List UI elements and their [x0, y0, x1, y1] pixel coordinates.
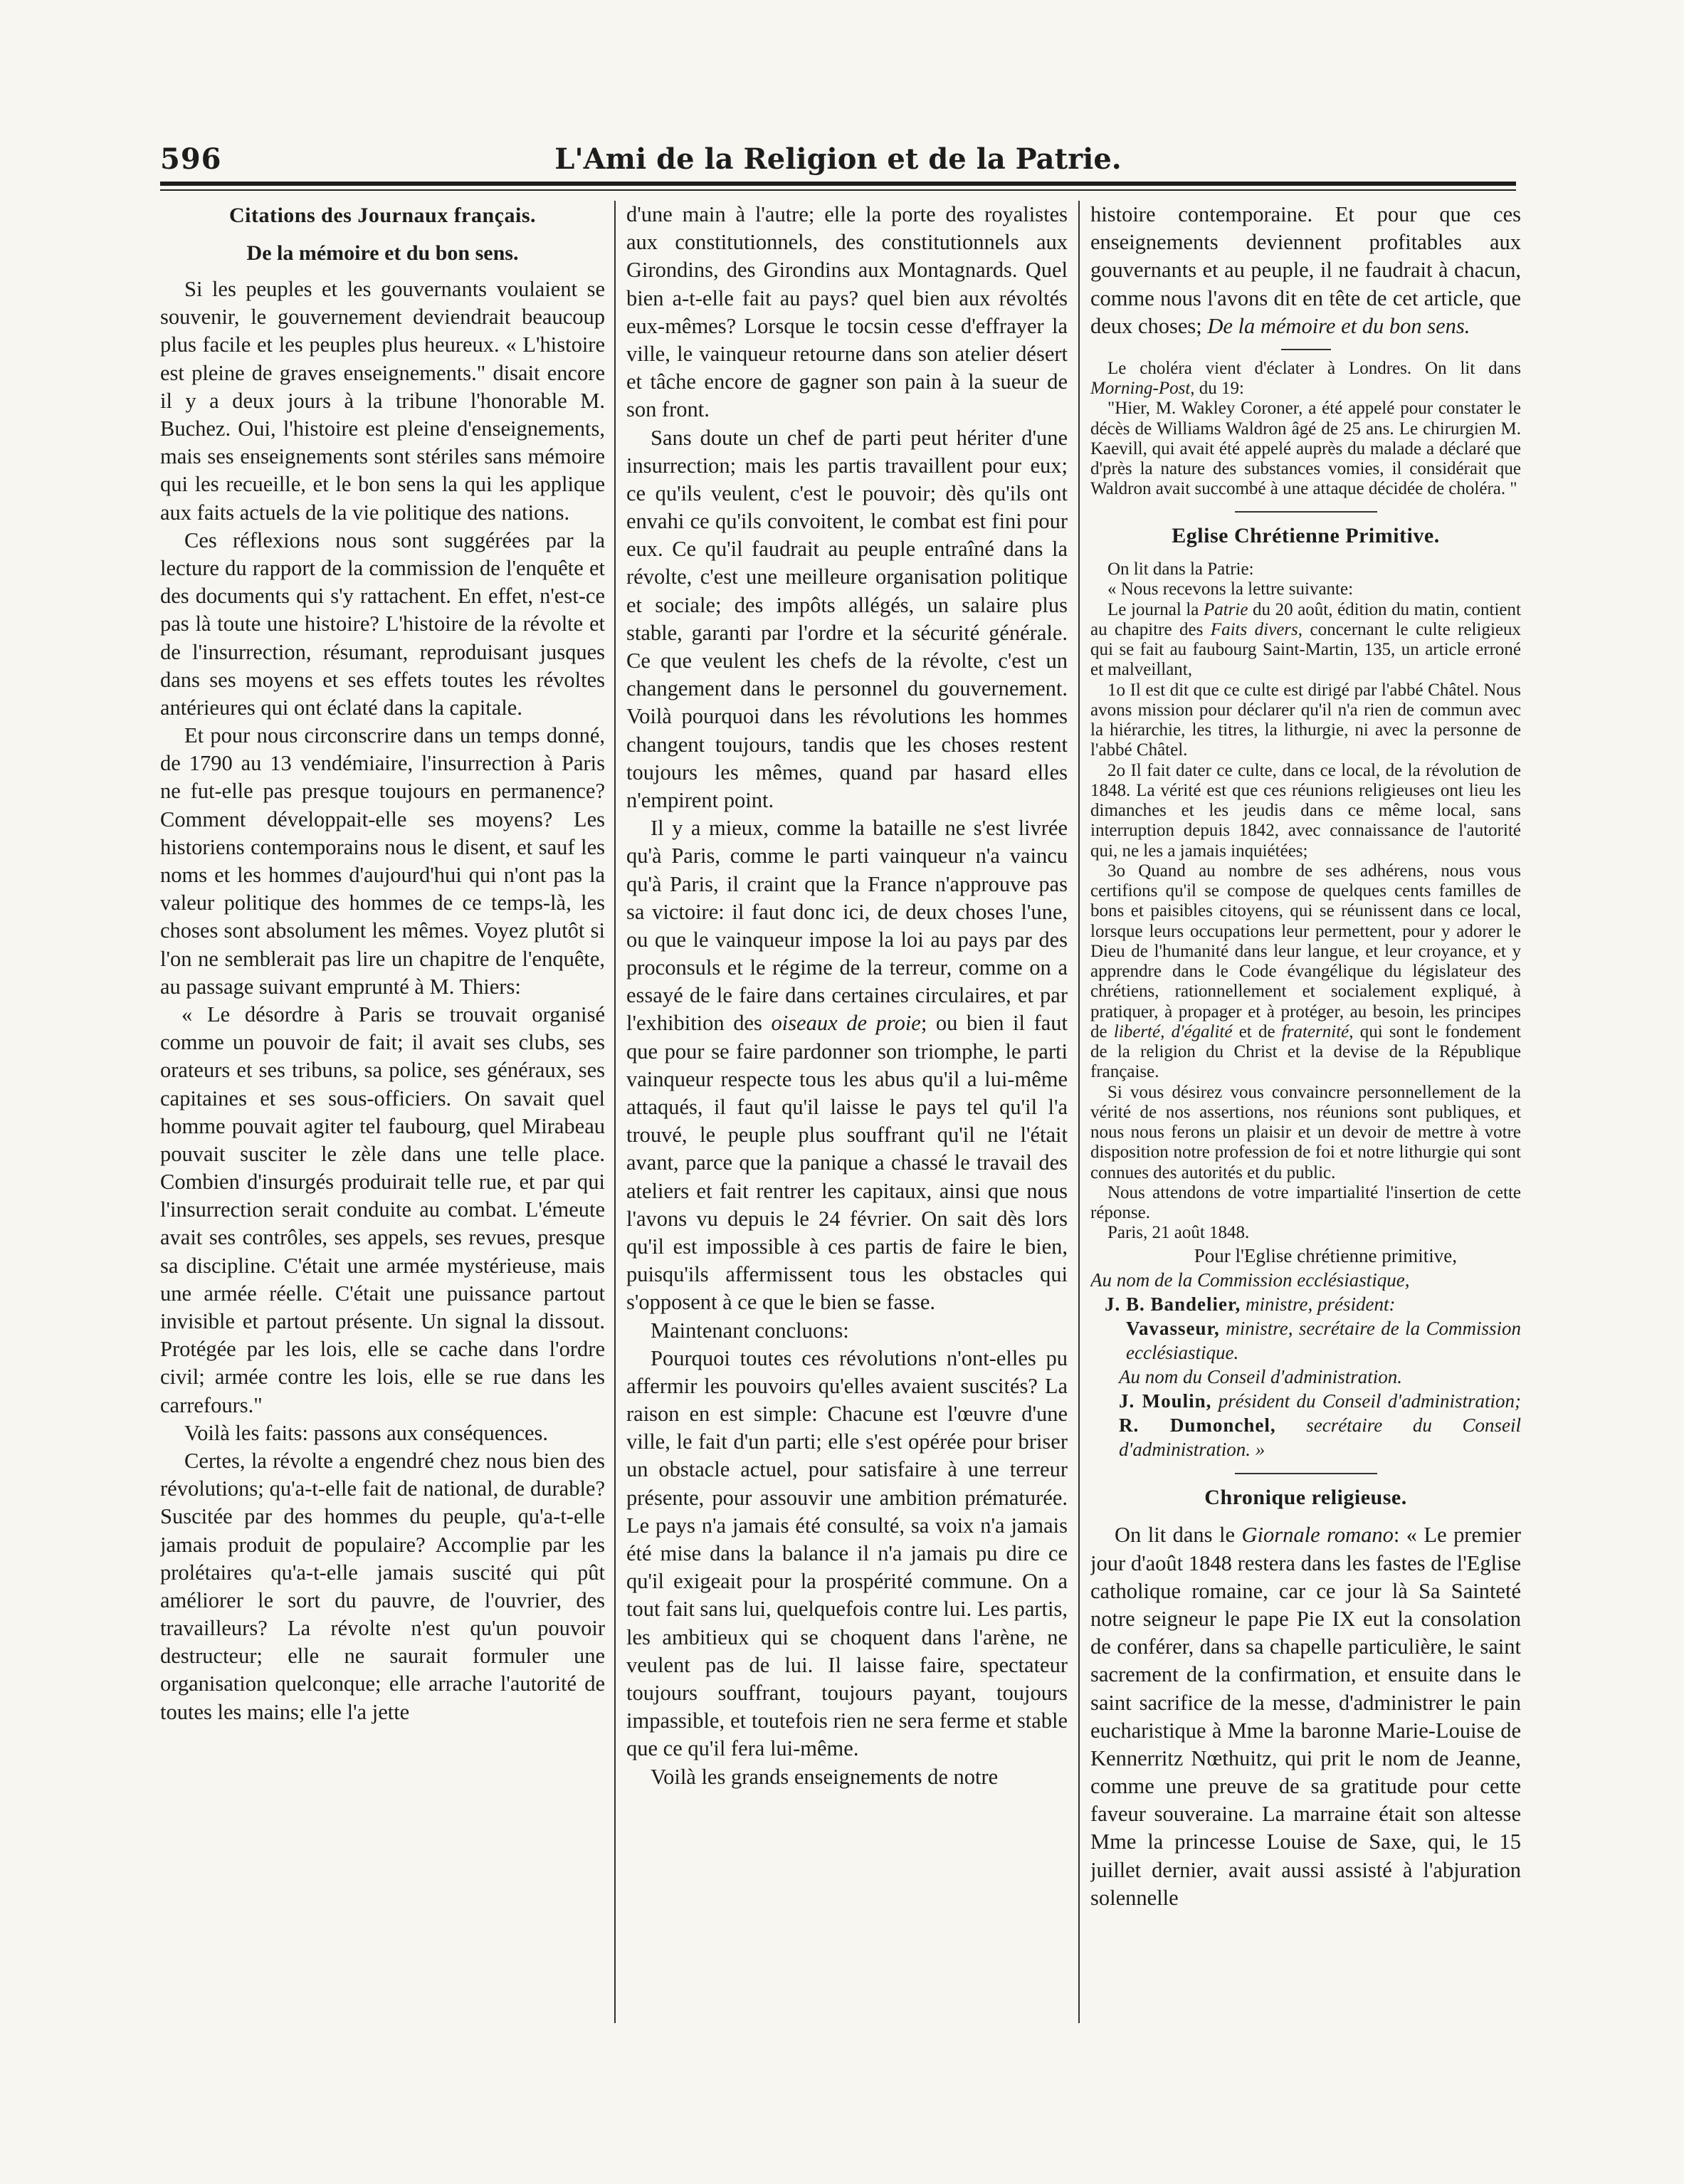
italic-text: oiseaux de proie: [771, 1011, 921, 1036]
text-run: Le choléra vient d'éclater à Londres. On lit dans: [1107, 358, 1521, 378]
signature-line: [1090, 1316, 1521, 1365]
paragraph: [1090, 1521, 1521, 1912]
section-title: Eglise Chrétienne Primitive.: [1172, 523, 1440, 547]
italic-text: Patrie: [1203, 599, 1248, 619]
page-number: 596: [160, 142, 222, 176]
subsection-title: De la mémoire et du bon sens.: [246, 241, 519, 265]
text-run: : « Le premier jour d'août 1848 restera dans les fastes de l'Eglise catholique romaine, car ce jour là Sa Sainteté notre seigneur le pape Pie IX eut la consolation de conférer, dans sa chapelle particulière, le saint sacrement de la confirmation, et ensuite dans le saint sacrifice de la messe, d'administrer le pain eucharistique à Mme la baronne Marie-Louise de Kennerritz Nœthuitz, qui prit le nom de Jeanne, comme une preuve de sa gratitude pour cette faveur souveraine. La marraine était son altesse Mme la princesse Louise de Saxe, qui, le 15 juillet dernier, avait aussi assisté à l'abjuration solennelle: [1090, 1523, 1521, 1910]
signatory-role: ministre, président:: [1241, 1293, 1396, 1315]
italic-text: liberté, d'égalité: [1113, 1022, 1233, 1041]
text-run: histoire contemporaine. Et pour que ces enseignements deviennent profitables aux gouvernants et au peuple, il ne faudrait à chacun, comme nous l'avons dit en tête de cet article, que deux choses;: [1090, 202, 1521, 338]
paragraph: [1090, 600, 1521, 681]
header-rule-thin: [160, 189, 1516, 191]
paragraph: Sans doute un chef de parti peut hériter d'une insurrection; mais les partis travaillent pour eux; ce qu'ils veulent, c'est le pouvoir; dès qu'ils ont envahi ce qu'ils convoitent, le combat est fini pour eux. Ce qu'il faudrait au peuple entraîné dans la révolte, c'est une meilleure organisation politique et sociale; des impôts allégés, un salaire plus stable, garanti par l'ordre et la sécurité générale. Ce que veulent les chefs de la révolte, c'est un changement dans le personnel du gouvernement. Voilà pourquoi dans les révolutions les hommes changent toujours, tandis que les choses restent toujours les mêmes, quand par hasard elles n'empirent point.: [626, 425, 1068, 812]
paragraph: [1090, 861, 1521, 1083]
signature-line: Pour l'Eglise chrétienne primitive,: [1194, 1244, 1457, 1266]
paragraph: On lit dans la Patrie:: [1107, 560, 1254, 579]
paragraph: Si les peuples et les gouvernants voulaient se souvenir, le gouvernement deviendrait beaucoup plus facile et les peuples plus heureux. « L'histoire est pleine de graves enseignements." disait encore il y a deux jours à la tribune l'honorable M. Buchez. Oui, l'histoire est pleine d'enseignements, mais ses enseignements sont stériles sans mémoire qui les recueille, et le bon sens la qui les applique aux faits actuels de la vie politique des nations.: [160, 277, 605, 525]
text-run: ; ou bien il faut que pour se faire pardonner son triomphe, le parti vainqueur respecte tous les abus qu'il a lui-même attaqués, il faut qu'il laisse le pays tel qu'il l'a trouvé, le peuple plus souffrant qu'il ne l'était avant, parce que la panique a chassé le travail des ateliers et fait rentrer les capitaux, ainsi que nous l'avons vu depuis le 24 février. On sait dès lors qu'il est impossible à ces partis de faire le bien, puisqu'ils affermissent tous les obstacles qui s'opposent à ce que le bien se fasse.: [626, 1011, 1068, 1315]
section-title: Citations des Journaux français.: [228, 204, 537, 227]
italic-text: Morning-Post: [1090, 379, 1191, 399]
column-divider: [614, 201, 616, 2023]
italic-text: Giornale romano: [1241, 1523, 1394, 1548]
signature-line: Au nom du Conseil d'administration.: [1119, 1365, 1403, 1387]
separator-rule: [1235, 1473, 1377, 1474]
signature-line: Au nom de la Commission ecclésiastique,: [1090, 1269, 1410, 1291]
text-run: , du 19:: [1190, 379, 1244, 399]
text-run: et de: [1232, 1022, 1282, 1041]
column-divider: [1078, 201, 1080, 2023]
running-title: L'Ami de la Religion et de la Patrie.: [554, 142, 1122, 176]
text-run: On lit dans le: [1115, 1523, 1242, 1548]
signatory-role: secrétaire du Conseil d'administration. »: [1119, 1414, 1521, 1460]
paragraph: Pourquoi toutes ces révolutions n'ont-elles pu affermir les pouvoirs qu'elles avaient suscités? La raison en est simple: Chacune est l'œuvre d'une ville, le fait d'un parti; elle s'est opérée pour briser un obstacle actuel, pour satisfaire à une terreur présente, pour assouvir une ambition prématurée. Le pays n'a jamais été consulté, sa voix n'a jamais été mise dans la balance il n'a jamais pu dire ce qu'il exigeait pour la prospérité commune. On a tout fait sans lui, quelquefois contre lui. Les partis, les ambitieux qui se choquent dans l'arène, ne veulent pas de lui. Il laisse faire, spectateur toujours souffrant, toujours payant, toujours impassible, et toutefois rien ne sera ferme et stable que ce qu'il fera lui-même.: [626, 1345, 1068, 1761]
text-run: , concernant le culte religieux qui se fait au faubourg Saint-Martin, 135, un article erroné et malveillant,: [1090, 619, 1521, 680]
dateline: Paris, 21 août 1848.: [1107, 1223, 1250, 1243]
column-1: [160, 201, 605, 2044]
paragraph: « Nous recevons la lettre suivante:: [1107, 579, 1354, 599]
italic-text: Faits divers: [1210, 619, 1298, 639]
paragraph: 1o Il est dit que ce culte est dirigé par l'abbé Châtel. Nous avons mission pour déclarer qu'il n'a rien de commun avec la hiérarchie, les titres, la lithurgie, ni avec la personne de l'abbé Châtel.: [1090, 680, 1521, 760]
eglise-letter: [1090, 560, 1521, 1244]
italic-text: fraternité: [1281, 1022, 1349, 1041]
paragraph: Ces réflexions nous sont suggérées par la lecture du rapport de la commission de l'enquête et des documents qui s'y rattachent. En effet, n'est-ce pas là toute une histoire? L'histoire de la révolte et de l'insurrection, résumant, reproduisant jusques dans ses moyens et ses effets toutes les révoltes antérieures qui ont éclaté dans la capitale.: [160, 527, 605, 720]
paragraph: Nous attendons de votre impartialité l'insertion de cette réponse.: [1090, 1182, 1521, 1223]
signatory-role: président du Conseil d'administration;: [1211, 1390, 1521, 1412]
cholera-item: [1090, 359, 1521, 500]
header-rule: [160, 182, 1516, 186]
signature-line: [1090, 1389, 1521, 1461]
signatory-role: ministre, secrétaire de la Commission ecclésiastique.: [1126, 1317, 1521, 1363]
paragraph: 2o Il fait dater ce culte, dans ce local, de la révolution de 1848. La vérité est que ces réunions religieuses ont lieu les dimanches et les jeudis dans ce même local, sans interruption depuis 1842, avec connaissance de l'autorité qui, ne les a jamais inquiétées;: [1090, 760, 1521, 861]
separator-rule: [1235, 511, 1377, 513]
column-2: [626, 201, 1068, 2044]
text-run: , qui sont le fondement de la religion du Christ et la devise de la République française.: [1090, 1022, 1521, 1082]
paragraph: Voilà les faits: passons aux conséquences.: [184, 1420, 549, 1445]
text-run: Il y a mieux, comme la bataille ne s'est livrée qu'à Paris, comme le parti vainqueur n'a vaincu qu'à Paris, il craint que la France n'approuve pas sa victoire: il faut donc ici, de deux choses l'une, ou que le vainqueur impose la loi au pays par des proconsuls et le régime de la terreur, comme on a essayé de le faire dans certaines circulaires, et par l'exhibition des: [626, 816, 1068, 1036]
signatory-name: R. Dumonchel,: [1119, 1414, 1276, 1436]
separator-rule: [1281, 349, 1331, 350]
text-run: Le journal la: [1107, 599, 1204, 619]
page-header: [160, 142, 1516, 182]
paragraph: d'une main à l'autre; elle la porte des royalistes aux constitutionnels, des constitutionnels aux Girondins, des Girondins aux Montagnards. Quel bien a-t-elle fait au pays? quel bien aux révoltés eux-mêmes? Lorsque le tocsin cesse d'effrayer la ville, le vainqueur retourne dans son atelier désert et tâche encore de gagner son pain à la sueur de son front.: [626, 202, 1068, 422]
paragraph: [626, 814, 1068, 1316]
paragraph: Voilà les grands enseignements de notre: [651, 1764, 999, 1789]
signatory-name: J. Moulin,: [1119, 1390, 1212, 1412]
paragraph: Si vous désirez vous convaincre personnellement de la vérité de nos assertions, nos réunions sont publiques, et nous nous ferons un plaisir et un devoir de mettre à votre disposition notre profession de foi et notre lithurgie qui sont connues des autorités et du public.: [1090, 1082, 1521, 1182]
text-run: du 20 août, édition du matin, contient au chapitre des: [1090, 599, 1521, 639]
paragraph: Maintenant concluons:: [651, 1318, 849, 1343]
quotation-paragraph: "Hier, M. Wakley Coroner, a été appelé pour constater le décès de Williams Waldron âgé de 25 ans. Le chirurgien M. Kaevill, qui avait été appelé auprès du malade a déclaré que d'près la nature des substances vomies, il considérait que Waldron avait succombé à une attaque décidée de choléra. ": [1090, 399, 1521, 499]
paragraph: Et pour nous circonscrire dans un temps donné, de 1790 au 13 vendémiaire, l'insurrection à Paris ne fut-elle pas presque toujours en permanence? Comment développait-elle ses moyens? Les historiens contemporains nous le disent, et sauf les noms et les hommes d'aujourd'hui qui n'ont pas la valeur politique des hommes de ce temps-là, les choses sont absolument les mêmes. Voyez plutôt si l'on ne semblerait pas lire un chapitre de l'enquête, au passage suivant emprunté à M. Thiers:: [160, 723, 605, 999]
signature-line: [1090, 1292, 1521, 1316]
paragraph: Certes, la révolte a engendré chez nous bien des révolutions; qu'a-t-elle fait de national, de durable? Suscitée par des hommes du peuple, qu'a-t-elle jamais produit de populaire? Accomplie par les prolétaires qu'a-t-elle jamais suscité qui pût améliorer le sort du pauvre, de l'ouvrier, des travailleurs? La révolte n'est qu'un pouvoir destructeur; elle ne saurait formuler une organisation quelconque; elle arrache l'autorité de toutes les mains; elle l'a jette: [160, 1448, 605, 1724]
italic-text: De la mémoire et du bon sens.: [1207, 313, 1470, 338]
paragraph: [1090, 359, 1521, 399]
text-run: 3o Quand au nombre de ses adhérens, nous vous certifions qu'il se compose de quelques cents familles de bons et paisibles citoyens, qui se réunissent dans ce local, lorsque leurs occupations leur permettent, pour y adorer le Dieu de l'humanité dans leur langue, et leur croyance, et y apprendre dans le Code évangélique du législateur des chrétiens, rationnellement et socialement expliqué, à pratiquer, à propager et à protéger, au besoin, les principes de: [1090, 861, 1521, 1041]
signatory-name: Vavasseur,: [1126, 1317, 1220, 1339]
quotation-paragraph: « Le désordre à Paris se trouvait organisé comme un pouvoir de fait; il avait ses clubs, ses orateurs et ses tribuns, sa police, ses généraux, ses capitaines et ses sous-officiers. On savait quel homme pouvait agiter tel faubourg, quel Mirabeau pouvait susciter le zèle dans une telle place. Combien d'insurgés produirait telle rue, et par qui l'insurrection serait conduite au combat. L'émeute avait ses contrôles, ses appels, ses revues, presque sa discipline. C'était une armée mystérieuse, mais une armée réelle. C'était une puissance partout invisible et partout présente. Un signal la dissout. Protégée par les lois, elle se cache dans l'ordre civil; armée contre les lois, elle se rue dans les carrefours.": [160, 1002, 605, 1417]
signatory-name: J. B. Bandelier,: [1105, 1293, 1241, 1315]
paragraph: [1090, 201, 1521, 340]
column-3: [1090, 201, 1521, 2044]
section-title: Chronique religieuse.: [1204, 1485, 1407, 1509]
signature-block: [1090, 1244, 1521, 1461]
